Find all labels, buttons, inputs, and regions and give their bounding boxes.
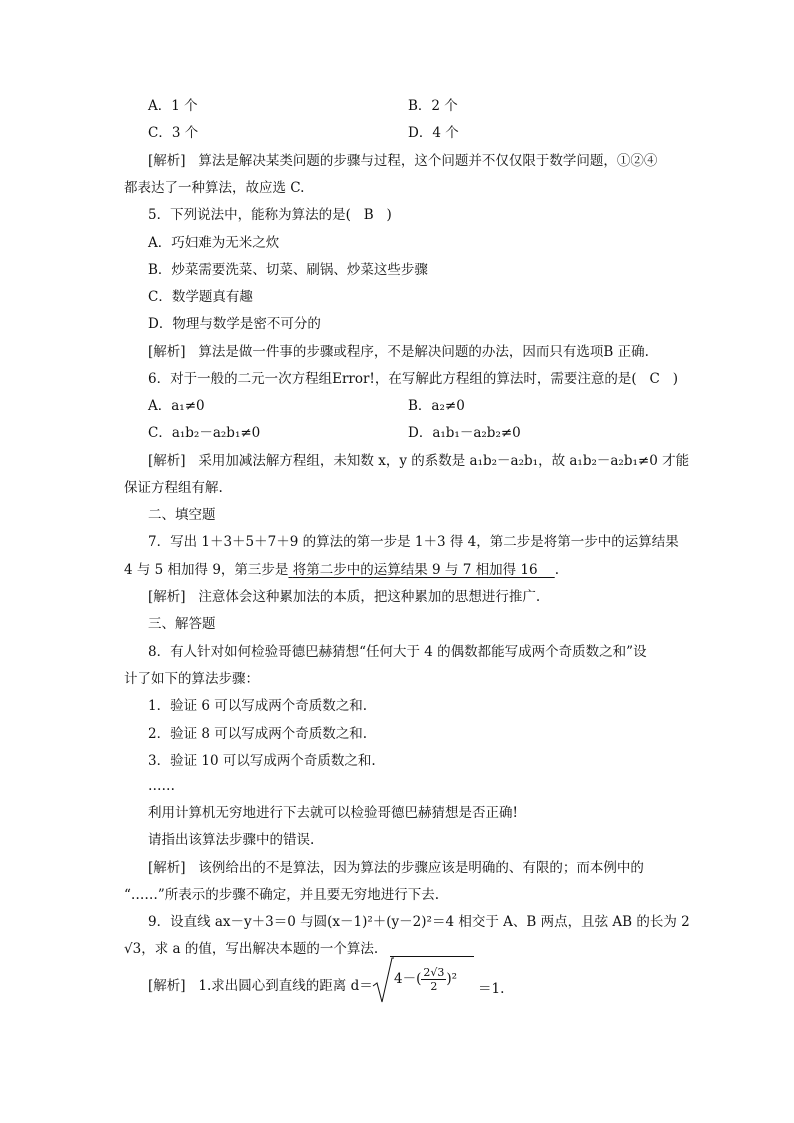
q8-conclusion: 利用计算机无穷地进行下去就可以检验哥德巴赫猜想是否正确!: [148, 805, 518, 821]
q8-dots: ……: [148, 778, 175, 794]
fraction: [421, 966, 446, 993]
fraction-numerator: 2√3: [423, 966, 445, 979]
q5-option-c: C．数学题真有趣: [148, 289, 253, 305]
q6-option-b: B．a₂≠0: [408, 398, 465, 414]
q5-option-b: B．炒菜需要洗菜、切菜、刷锅、炒菜这些步骤: [148, 262, 428, 278]
q8-ask: 请指出该算法步骤中的错误.: [148, 832, 315, 848]
radicand-pre: 4－(: [394, 971, 422, 987]
q5-answer: B: [363, 207, 374, 223]
q4-analysis-line1: [148, 152, 657, 170]
analysis-tag: [解析]: [148, 153, 186, 169]
radicand: [394, 966, 457, 993]
q6-option-a: A．a₁≠0: [148, 398, 205, 414]
q4-option-a: A．1 个: [148, 98, 198, 114]
q9-analysis-text: 1.求出圆心到直线的距离 d＝: [198, 978, 373, 994]
q8-step3: 3．验证 10 可以写成两个奇质数之和.: [148, 753, 376, 769]
q8-line2: 计了如下的算法步骤：: [124, 671, 259, 687]
analysis-tag: [解析]: [148, 344, 186, 360]
q8-line1: 8．有人针对如何检验哥德巴赫猜想“任何大于 4 的偶数都能写成两个奇质数之和”设: [148, 644, 647, 660]
q8-analysis-line2: “……”所表示的步骤不确定，并且要无穷地进行下去.: [124, 887, 440, 903]
section-fill-in-title: 二、填空题: [148, 507, 216, 523]
q5-option-d: D．物理与数学是密不可分的: [148, 316, 321, 332]
section-answer-title: 三、解答题: [148, 616, 216, 632]
radical-sign-icon: [372, 956, 394, 1006]
q6-option-c: C．a₁b₂－a₂b₁≠0: [148, 425, 261, 441]
q9-line1: 9．设直线 ax－y＋3＝0 与圆(x－1)²＋(y－2)²＝4 相交于 A、B 两点，且弦 AB 的长为 2: [148, 914, 690, 930]
q5-stem: [148, 206, 392, 224]
q6-stem-close: ): [672, 371, 678, 387]
q4-option-d: D．4 个: [408, 125, 459, 141]
q8-step1: 1．验证 6 可以写成两个奇质数之和.: [148, 698, 368, 714]
analysis-tag: [解析]: [148, 589, 186, 605]
q6-analysis-text: 采用加减法解方程组，未知数 x，y 的系数是 a₁b₂－a₂b₁，故 a₁b₂－a₂b₁≠0 才能: [198, 453, 690, 469]
q4-analysis-text: 算法是解决某类问题的步骤与过程，这个问题并不仅仅限于数学问题，①②④: [198, 153, 658, 169]
q6-answer: C: [649, 371, 660, 387]
q8-analysis-line1: [148, 859, 644, 877]
q5-stem-close: ): [386, 207, 392, 223]
q8-step2: 2．验证 8 可以写成两个奇质数之和.: [148, 726, 368, 742]
q9-line2: √3，求 a 的值，写出解决本题的一个算法.: [124, 941, 379, 957]
q4-option-b: B．2 个: [408, 98, 458, 114]
analysis-tag: [解析]: [148, 860, 186, 876]
analysis-tag: [解析]: [148, 453, 186, 469]
radicand-post: )²: [446, 971, 458, 987]
radical-bar: [390, 956, 474, 957]
q6-option-d: D．a₁b₁－a₂b₂≠0: [408, 425, 521, 441]
q7-answer: [288, 562, 554, 578]
q9-analysis: [148, 977, 373, 995]
q7-line1: 7．写出 1＋3＋5＋7＋9 的算法的第一步是 1＋3 得 4，第二步是将第一步中的运算结果: [148, 534, 679, 550]
q4-analysis-line2: 都表达了一种算法，故应选 C.: [124, 180, 305, 196]
q7-line2-text: 4 与 5 相加得 9，第三步是: [124, 562, 289, 578]
q7-answer-text: 将第二步中的运算结果 9 与 7 相加得 16: [292, 562, 538, 578]
q5-stem-text: 5．下列说法中，能称为算法的是(: [148, 207, 351, 223]
q7-analysis: [148, 588, 540, 606]
q7-analysis-text: 注意体会这种累加法的本质，把这种累加的思想进行推广.: [198, 589, 541, 605]
q8-analysis-text: 该例给出的不是算法，因为算法的步骤应该是明确的、有限的；而本例中的: [198, 860, 644, 876]
q6-analysis-line1: [148, 452, 689, 470]
q5-analysis-text: 算法是做一件事的步骤或程序，不是解决问题的办法，因而只有选项B 正确.: [198, 344, 649, 360]
q7-line2-end: .: [554, 562, 560, 578]
q6-stem: [148, 370, 678, 388]
q5-option-a: A．巧妇难为无米之炊: [148, 235, 280, 251]
analysis-tag: [解析]: [148, 978, 186, 994]
q6-analysis-line2: 保证方程组有解.: [124, 480, 223, 496]
q5-analysis: [148, 343, 649, 361]
fraction-denominator: 2: [430, 980, 438, 993]
q7-line2: [124, 561, 559, 579]
q4-option-c: C．3 个: [148, 125, 199, 141]
q6-stem-text: 6．对于一般的二元一次方程组Error!，在写解此方程组的算法时，需要注意的是(: [148, 371, 637, 387]
formula-result: ＝1.: [478, 981, 505, 997]
